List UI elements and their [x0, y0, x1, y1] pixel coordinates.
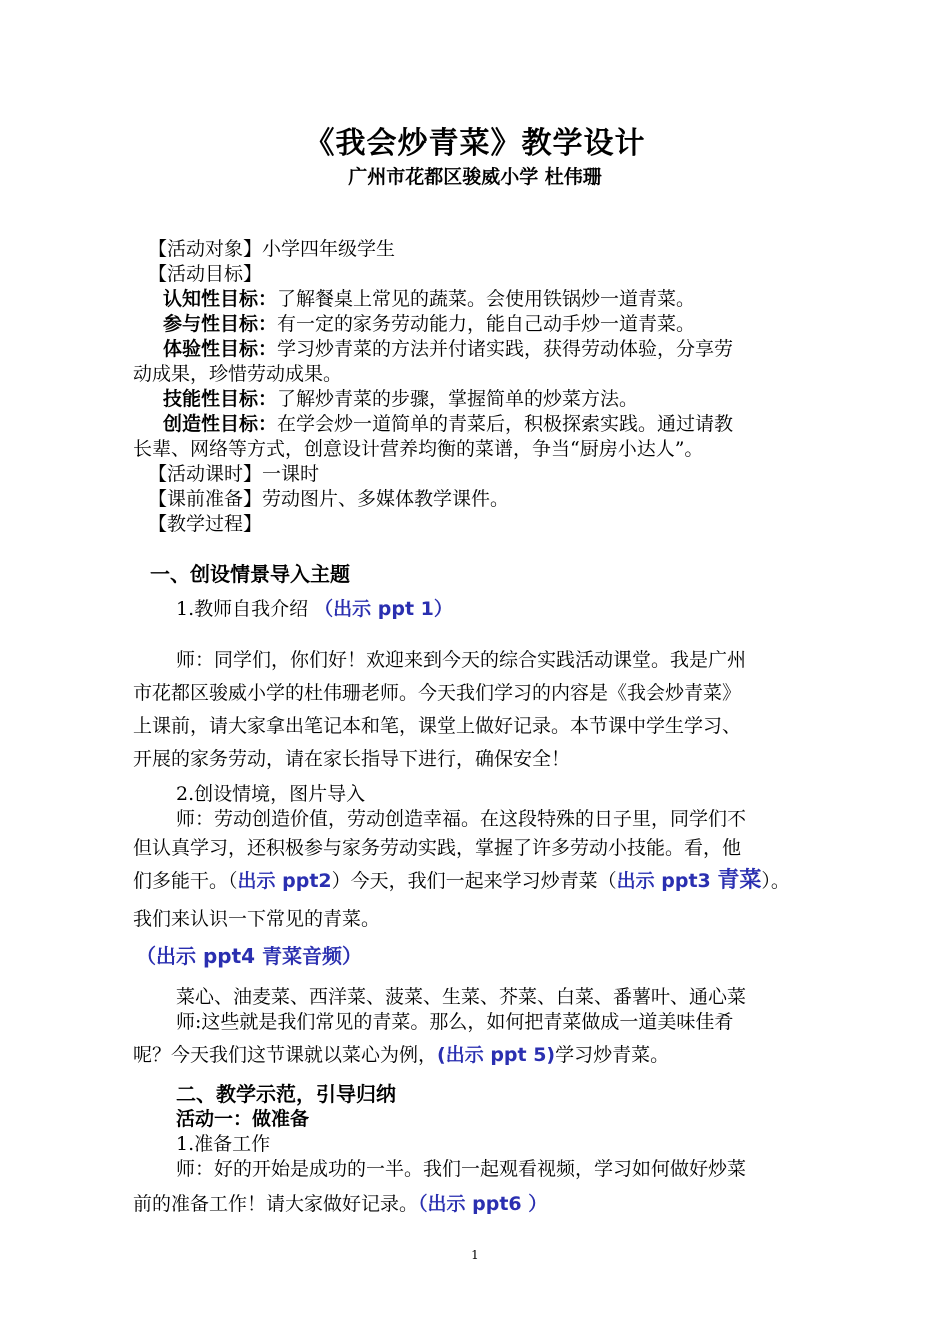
- section1-heading: 一、创设情景导入主题: [150, 562, 350, 586]
- section1-item2: 2.创设情境，图片导入: [176, 783, 366, 805]
- section1-item1: 1.教师自我介绍 （出示 ppt 1）: [176, 598, 453, 620]
- para1-line1: 师：同学们，你们好！欢迎来到今天的综合实践活动课堂。我是广州: [176, 649, 747, 671]
- section2-heading: 二、教学示范，引导归纳: [176, 1082, 396, 1106]
- para2-line4: 我们来认识一下常见的青菜。: [133, 908, 381, 930]
- para3-line1: 师:这些就是我们常见的青菜。那么，如何把青菜做成一道美味佳肴: [176, 1011, 734, 1033]
- activity1-heading: 活动一：做准备: [176, 1108, 310, 1130]
- ppt4-tag: （出示 ppt4 青菜音频）: [136, 944, 363, 968]
- para1-line2: 市花都区骏威小学的杜伟珊老师。今天我们学习的内容是《我会炒青菜》: [133, 682, 742, 704]
- para2-line3: 们多能干。（出示 ppt2）今天，我们一起来学习炒青菜（出示 ppt3 青菜）。: [133, 868, 790, 893]
- goal-experience: 体验性目标：学习炒青菜的方法并付诸实践，获得劳动体验，分享劳: [163, 338, 734, 360]
- activity-target: 【活动对象】小学四年级学生: [148, 238, 396, 260]
- para2-line1: 师：劳动创造价值，劳动创造幸福。在这段特殊的日子里，同学们不: [176, 808, 747, 830]
- para1-line3: 上课前，请大家拿出笔记本和笔，课堂上做好记录。本节课中学生学习、: [133, 715, 742, 737]
- para1-line4: 开展的家务劳动，请在家长指导下进行，确保安全！: [133, 748, 571, 770]
- goal-creative: 创造性目标：在学会炒一道简单的青菜后，积极探索实践。通过请教: [163, 413, 734, 435]
- document-title: 《我会炒青菜》教学设计: [304, 126, 646, 161]
- activity-hours: 【活动课时】一课时: [148, 463, 320, 485]
- page-number: 1: [471, 1248, 479, 1262]
- para2-line2: 但认真学习，还积极参与家务劳动实践，掌握了许多劳动小技能。看，他: [133, 837, 742, 859]
- goal-cognitive: 认知性目标：了解餐桌上常见的蔬菜。会使用铁锅炒一道青菜。: [163, 288, 696, 310]
- goal-participation: 参与性目标：有一定的家务劳动能力，能自己动手炒一道青菜。: [163, 313, 696, 335]
- goal-experience-cont: 动成果，珍惜劳动成果。: [133, 363, 343, 385]
- lesson-prep: 【课前准备】劳动图片、多媒体教学课件。: [148, 488, 510, 510]
- goal-creative-cont: 长辈、网络等方式，创意设计营养均衡的菜谱，争当“厨房小达人”。: [133, 438, 704, 460]
- para3-line2: 呢？今天我们这节课就以菜心为例，(出示 ppt 5)学习炒青菜。: [133, 1044, 670, 1066]
- vegetable-list: 菜心、油麦菜、西洋菜、菠菜、生菜、芥菜、白菜、番薯叶、通心菜: [176, 986, 747, 1008]
- process-heading: 【教学过程】: [148, 513, 263, 535]
- section2-item1: 1.准备工作: [176, 1133, 271, 1155]
- para4-line1: 师：好的开始是成功的一半。我们一起观看视频，学习如何做好炒菜: [176, 1158, 747, 1180]
- para4-line2: 前的准备工作！请大家做好记录。（出示 ppt6 ）: [133, 1193, 548, 1215]
- goals-heading: 【活动目标】: [148, 263, 263, 285]
- document-author: 广州市花都区骏威小学 杜伟珊: [348, 166, 602, 188]
- goal-skill: 技能性目标：了解炒青菜的步骤，掌握简单的炒菜方法。: [163, 388, 639, 410]
